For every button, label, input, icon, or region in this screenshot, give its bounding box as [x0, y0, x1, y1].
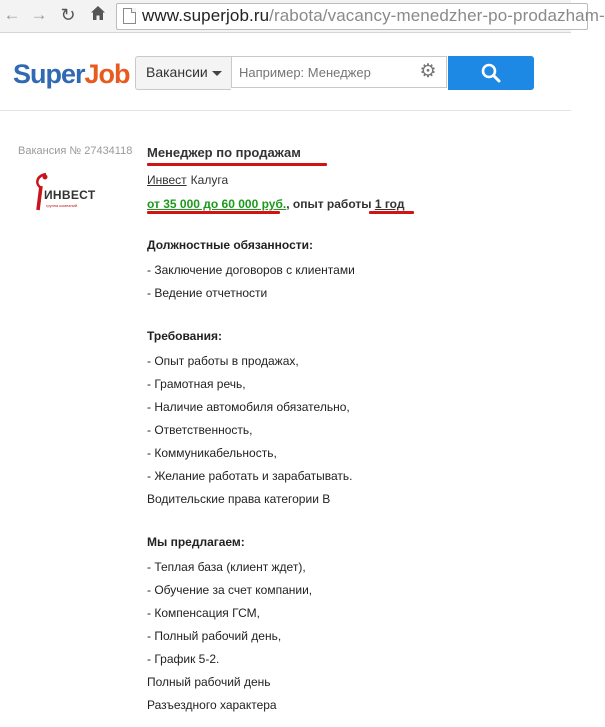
section-heading-duties: Должностные обязанности:: [147, 238, 313, 252]
search-icon: [481, 63, 501, 83]
list-item: - Компенсация ГСМ,: [147, 606, 260, 620]
experience-annotation-underline: [369, 211, 414, 214]
company-logo-sub: группа компаний: [46, 203, 78, 208]
logo-job: Job: [84, 59, 130, 89]
list-item: - Теплая база (клиент ждет),: [147, 560, 306, 574]
salary: от 35 000 до 60 000 руб.: [147, 197, 287, 211]
page-icon: [123, 8, 136, 24]
list-item: - Обучение за счет компании,: [147, 583, 313, 597]
browser-toolbar: [0, 0, 605, 33]
vacancy-title: Менеджер по продажам: [147, 145, 301, 160]
title-annotation-underline: [147, 163, 327, 166]
experience-value: 1 год: [374, 197, 405, 211]
company-logo[interactable]: [32, 170, 96, 214]
url-domain: www.superjob.ru: [142, 6, 270, 25]
experience-label: , опыт работы: [286, 197, 375, 211]
salary-line: [147, 197, 404, 211]
company-line: [147, 173, 228, 187]
list-item: - График 5-2.: [147, 652, 220, 666]
search-button[interactable]: [448, 56, 534, 90]
search-bar: [135, 56, 534, 90]
list-item: - Полный рабочий день,: [147, 629, 282, 643]
forward-arrow-icon[interactable]: →: [30, 5, 48, 24]
list-item: Водительские права категории В: [147, 492, 331, 506]
section-heading-requirements: Требования:: [147, 329, 222, 343]
list-item: - Коммуникабельность,: [147, 446, 277, 460]
list-item: - Опыт работы в продажах,: [147, 354, 299, 368]
list-item: - Грамотная речь,: [147, 377, 246, 391]
superjob-logo[interactable]: [13, 59, 130, 90]
category-dropdown[interactable]: [135, 56, 231, 90]
list-item: - Ответственность,: [147, 423, 253, 437]
list-item: Полный рабочий день: [147, 675, 271, 689]
site-header: [0, 33, 571, 111]
company-link[interactable]: Инвест: [147, 173, 187, 187]
address-bar[interactable]: [116, 3, 605, 30]
category-label: Вакансии: [146, 64, 208, 80]
logo-super: Super: [13, 59, 85, 89]
list-item: - Наличие автомобиля обязательно,: [147, 400, 350, 414]
company-logo-text: ИНВЕСТ: [44, 188, 96, 202]
list-item: Разъездного характера: [147, 698, 277, 712]
list-item: - Ведение отчетности: [147, 286, 268, 300]
url-path: /rabota/vacancy-menedzher-po-prodazham-: [269, 6, 605, 25]
url-text[interactable]: [142, 6, 605, 26]
reload-icon[interactable]: ↻: [60, 5, 76, 25]
city: Калуга: [190, 173, 229, 187]
salary-annotation-underline: [147, 211, 280, 214]
list-item: - Желание работать и зарабатывать.: [147, 469, 353, 483]
section-heading-offer: Мы предлагаем:: [147, 535, 245, 549]
back-arrow-icon[interactable]: ←: [3, 5, 21, 24]
search-input[interactable]: [231, 56, 447, 88]
gear-icon[interactable]: ⚙: [419, 61, 437, 82]
chevron-down-icon: [212, 71, 222, 76]
vacancy-number: Вакансия № 27434118: [18, 145, 133, 157]
home-icon[interactable]: [88, 5, 108, 25]
list-item: - Заключение договоров с клиентами: [147, 263, 355, 277]
